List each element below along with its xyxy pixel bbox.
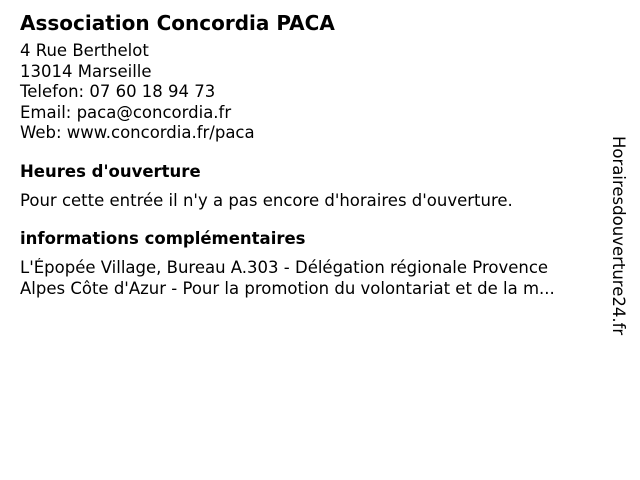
additional-info-text — [20, 258, 605, 299]
email-address: Email: paca@concordia.fr — [20, 102, 232, 122]
opening-hours-line: Pour cette entrée il n'y a pas encore d'horaires d'ouverture. — [20, 190, 513, 210]
listing-title: Association Concordia PACA — [20, 11, 335, 35]
street-address: 4 Rue Berthelot — [20, 41, 149, 60]
phone-number: Telefon: 07 60 18 94 73 — [20, 82, 216, 101]
site-watermark: Horairesdouverture24.fr — [609, 136, 628, 336]
city-postcode: 13014 Marseille — [20, 61, 152, 81]
additional-info-line: L'Épopée Village, Bureau A.303 - Délégation régionale Provence — [20, 258, 549, 277]
website: Web: www.concordia.fr/paca — [20, 123, 255, 142]
additional-info-line: Alpes Côte d'Azur - Pour la promotion du volontariat et de la m... — [20, 278, 555, 298]
listing-card — [20, 10, 605, 299]
opening-hours-heading: Heures d'ouverture — [20, 161, 201, 181]
additional-info-heading: informations complémentaires — [20, 229, 306, 248]
address-block — [20, 41, 605, 144]
opening-hours-text — [20, 191, 605, 212]
